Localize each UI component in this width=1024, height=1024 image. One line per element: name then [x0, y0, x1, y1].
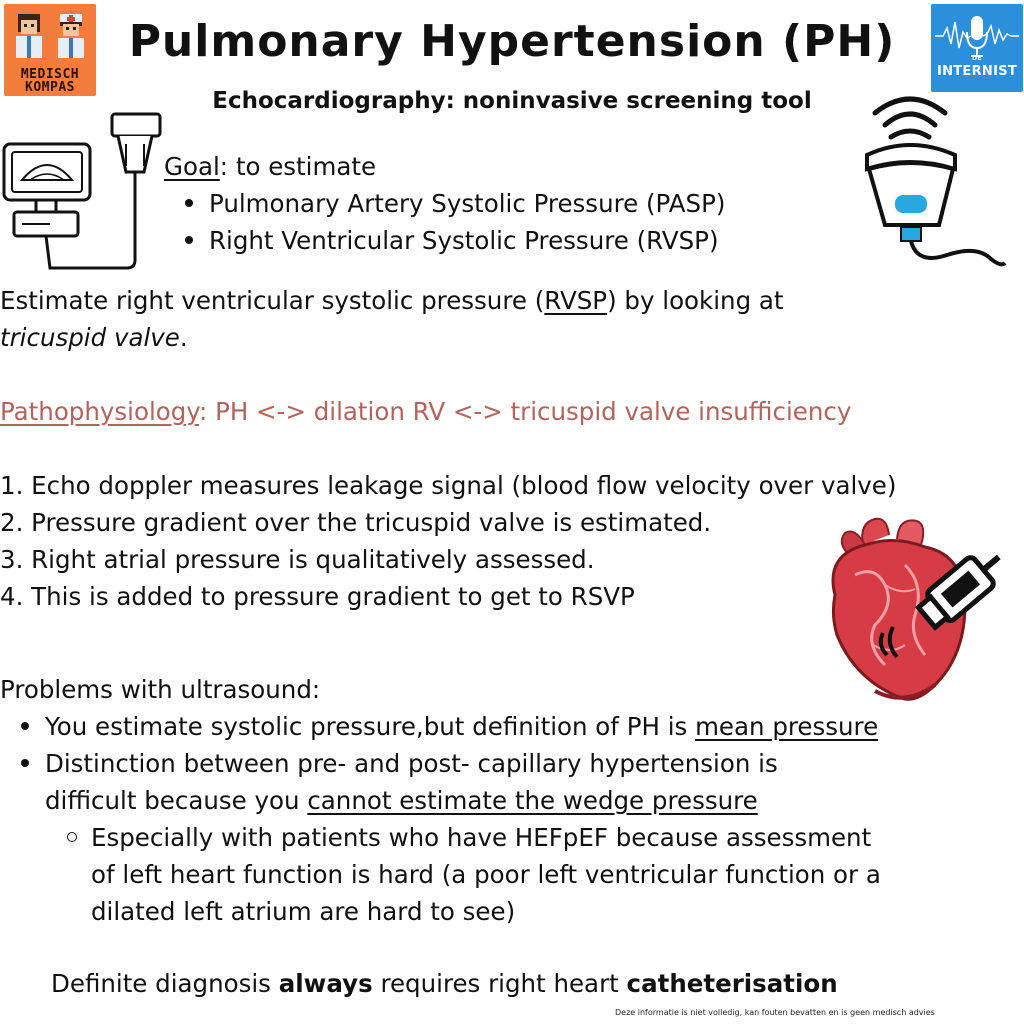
problems-title: Problems with ultrasound: — [0, 675, 321, 704]
ultrasound-machine-icon — [0, 110, 170, 275]
estimate-text-1: Estimate right ventricular systolic pressure ( — [0, 286, 545, 315]
pathophysiology-line — [0, 393, 851, 430]
problem-item-2-line-2 — [45, 782, 758, 819]
page-title: Pulmonary Hypertension (PH) — [128, 16, 896, 67]
estimate-text-2: ) by looking at — [607, 286, 784, 315]
pathophysiology-colon: : — [199, 397, 208, 426]
conclusion-line — [51, 965, 838, 1002]
heart-ultrasound-icon — [815, 515, 1015, 710]
goal-line — [164, 148, 376, 185]
logo-left-line1: MEDISCH — [20, 67, 80, 82]
step-4: 4. This is added to pressure gradient to get to RSVP — [0, 582, 635, 611]
goal-item-rvsp: Right Ventricular Systolic Pressure (RVSP) — [209, 222, 719, 259]
ultrasound-probe-icon — [855, 95, 1015, 275]
estimate-period: . — [179, 323, 188, 352]
sub-problem-line-2: of left heart function is hard (a poor left ventricular function or a — [91, 860, 881, 889]
page-subtitle: Echocardiography: noninvasive screening tool — [212, 88, 812, 114]
tricuspid-valve-term: tricuspid valve — [0, 323, 180, 352]
conclusion-bold-catheterisation: catheterisation — [626, 969, 838, 998]
sub-problem-line-1: Especially with patients who have HEFpEF because assessment — [91, 819, 871, 856]
conclusion-text-1: Definite diagnosis — [51, 969, 279, 998]
step-3: 3. Right atrial pressure is qualitatively assessed. — [0, 545, 595, 574]
estimate-line-2 — [0, 319, 188, 356]
mean-pressure-term: mean pressure — [695, 712, 879, 741]
goal-item-pasp: Pulmonary Artery Systolic Pressure (PASP) — [209, 185, 725, 222]
problem-item-1 — [45, 708, 878, 745]
estimate-line-1 — [0, 282, 784, 319]
logo-right-small: DE — [972, 55, 982, 62]
conclusion-bold-always: always — [278, 969, 373, 998]
problem-item-2-text: difficult because you — [45, 786, 308, 815]
problem-item-1-text: You estimate systolic pressure,but definition of PH is — [45, 712, 696, 741]
rvsp-term: RVSP — [544, 286, 608, 315]
goal-label: Goal — [164, 152, 220, 181]
logo-left-line2: KOMPAS — [25, 80, 75, 95]
step-2: 2. Pressure gradient over the tricuspid valve is estimated. — [0, 508, 712, 537]
step-1: 1. Echo doppler measures leakage signal (blood flow velocity over valve) — [0, 471, 897, 500]
disclaimer: Deze informatie is niet volledig, kan fouten bevatten en is geen medisch advies — [615, 1008, 935, 1017]
sub-problem-line-3: dilated left atrium are hard to see) — [91, 897, 516, 926]
conclusion-text-2: requires right heart — [372, 969, 627, 998]
pathophysiology-label: Pathophysiology — [0, 397, 200, 426]
goal-text: : to estimate — [219, 152, 377, 181]
pathophysiology-text: PH <-> dilation RV <-> tricuspid valve insufficiency — [207, 397, 852, 426]
logo-right-line1: INTERNIST — [936, 64, 1018, 79]
wedge-pressure-term: cannot estimate the wedge pressure — [307, 786, 758, 815]
problem-item-2-line-1: Distinction between pre- and post- capillary hypertension is — [45, 745, 778, 782]
